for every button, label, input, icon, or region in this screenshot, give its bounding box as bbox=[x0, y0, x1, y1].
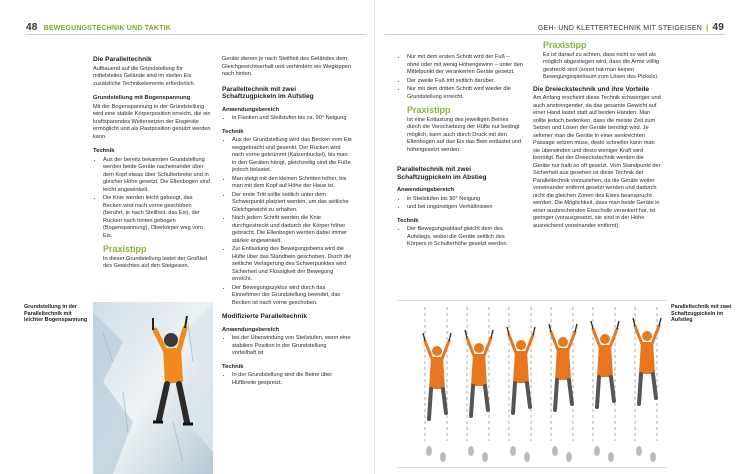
anwendung-list bbox=[397, 196, 523, 212]
list-item: • Der Bewegungszyklus wird durch das Einnehmen der Grundstellung beendet, das Becken ist nach vorne geschoben. bbox=[232, 285, 352, 308]
heading-abstieg: Paralleltechnik mit zwei Schaftzugpickeln im Abstieg bbox=[397, 166, 487, 181]
praxistipp-heading: Praxistipp bbox=[407, 105, 451, 115]
list-item: • bei der Überwindung von Steilstufen, wenn eine stabilere Position in der Grundstellung vorteilhaft ist bbox=[232, 335, 352, 358]
ice-climber-illustration bbox=[93, 302, 213, 474]
dreieckstechnik-paragraph: Am Anfang erscheint diese Technik schwieriger und auch anstrengender, da das gesamte Gewicht auf einer Hand lastet statt auf beiden Händen. Man sollte jedoch bedenken, dass die meiste Zeit zum Setzen und Lösen der Geräte benötigt wird. Je seltener man die Geräte in einer senkrechten Passage setzen muss, desto schneller kann man sie überwinden und desto weniger Kraft wird benötigt. Bei der Dreieckstechnik werden die Geräte nur halb so oft gesetzt. Vom Standpunkt der Sicherheit aus gesehen ist diese Technik der Paralleltechnik vorzuziehen, da die Geräte weiter voneinander entfernt gesetzt werden und dadurch nicht die gleichen Zonen des Eises beansprucht werden. Die Möglichkeit, dass man beide Geräte in einer ausbrechenden Eisscholle verankert hat, ist geringer (vorausgesetzt, sie sind in der Höhe ausreichend voneinander entfernt). bbox=[533, 95, 661, 229]
anwendung-list bbox=[222, 115, 352, 123]
heading-technik-aufstieg: Technik bbox=[222, 128, 244, 135]
praxistipp-text: In dieser Grundstellung lastet der Großteil des Gewichtes auf den Steigeisen. bbox=[103, 255, 207, 269]
list-item: • Man steigt mit den kleinen Schritten höher, bis man mit dem Kopf auf Höhe der Haue ist. bbox=[232, 176, 352, 191]
anwendung2-list bbox=[222, 335, 352, 358]
footprint-mark bbox=[440, 452, 446, 462]
heading-technik-2: Technik bbox=[222, 363, 244, 370]
heading-modifizierte: Modifizierte Paralleltechnik bbox=[222, 313, 308, 320]
page-number-left: 48 bbox=[26, 22, 38, 33]
footprint-mark bbox=[594, 446, 600, 456]
list-item: • in Steilstufen bis 90° Neigung bbox=[407, 196, 523, 204]
footprint-mark bbox=[468, 446, 474, 456]
praxistipp-heading-2: Praxistipp bbox=[543, 40, 587, 50]
header-rule-right bbox=[385, 34, 725, 35]
page-number-right: 49 bbox=[712, 22, 724, 33]
left-column-1 bbox=[93, 56, 211, 271]
footprint-mark bbox=[426, 446, 432, 456]
heading-technik: Technik bbox=[93, 148, 115, 154]
technik2-list bbox=[222, 372, 352, 387]
header-rule-left bbox=[26, 34, 366, 35]
climbing-sequence-svg bbox=[397, 301, 667, 467]
list-item: • Der erste Tritt sollte seitlich unter dem Schwerpunkt platziert werden, um das seitliche Gleichgewicht zu erhalten. bbox=[232, 192, 352, 215]
illustration-caption: Paralleltechnik mit zwei Schaftzugpickeln im Aufstieg bbox=[671, 304, 732, 323]
footprint-mark bbox=[650, 452, 656, 462]
right-column-1 bbox=[397, 54, 523, 253]
list-item: • Aus der bereits bekannten Grundstellung werden beide Geräte nacheinander über dem Kopf etwas über Schulterbreite und in gleicher Höhe gesetzt. Die Ellenbogen sind leicht angewinkelt. bbox=[103, 157, 211, 195]
right-page-header: GEH- UND KLETTERTECHNIK MIT STEIGEISEN | 49 bbox=[537, 22, 724, 33]
technik-list bbox=[93, 157, 211, 241]
footprint-mark bbox=[552, 446, 558, 456]
climbing-sequence-illustration bbox=[397, 300, 667, 468]
footprint-mark bbox=[510, 446, 516, 456]
list-item: • Aus der Grundstellung wird das Becken vom Eis weggebracht und gesenkt. Der Rücken wird nach vorne gekrümmt (Katzenbuckel), bis man in den Geräten hängt, gleichzeitig sind die Füße jedoch belastet. bbox=[232, 137, 352, 175]
list-item: • In der Grundstellung sind die Beine über Hüftbreite gespreizt. bbox=[232, 372, 352, 387]
intro-paragraph: Aufbauend auf die Grundstellung für mittelsteiles Gelände sind im steilen Eis zusätzliche Technikelemente erforderlich. bbox=[93, 65, 196, 87]
lead-paragraph: Geräte dienen je nach Steilheit des Geländes dem Gleichgewichtserhalt und verhindern ein Wegkippen nach hinten. bbox=[222, 56, 351, 77]
footprint-mark bbox=[524, 452, 530, 462]
heading-anwendungsbereich-2: Anwendungsbereich bbox=[222, 326, 280, 333]
heading-dreieckstechnik: Die Dreieckstechnik und ihre Vorteile bbox=[533, 85, 650, 93]
heading-paralleltechnik: Die Paralleltechnik bbox=[93, 56, 152, 63]
list-item: • Der Bewegungsablauf gleicht dem des Aufstiegs, wobei die Geräte seitlich des Körpers in Schulterhöhe gesetzt werden. bbox=[407, 226, 523, 249]
section-label-left: BEWEGUNGSTECHNIK UND TAKTIK bbox=[43, 25, 172, 32]
heading-anwendungsbereich: Anwendungsbereich bbox=[397, 187, 455, 193]
ice-climber-photo bbox=[93, 302, 213, 474]
heading-technik: Technik bbox=[397, 217, 419, 224]
technik-continued-list bbox=[397, 54, 523, 101]
footprint-mark bbox=[566, 452, 572, 462]
heading-anwendungsbereich: Anwendungsbereich bbox=[222, 106, 280, 113]
list-item: • Nur mit dem dritten Schritt wird wieder die Grundstellung erreicht. bbox=[407, 86, 523, 101]
footprint-mark bbox=[482, 452, 488, 462]
praxistipp-text-2: Es ist darauf zu achten, dass nicht so weit als möglich abgestiegen wird, dass die Arme völlig gestreckt sind (sonst hat man keinen Bewegungsspielraum zum Lösen des Pickels). bbox=[543, 51, 659, 80]
list-item: • Nach jedem Schritt werden die Knie durchgestreckt und dadurch der Körper höher gebracht. Die Ellenbogen werden dabei immer stärker angewinkelt. bbox=[232, 215, 352, 245]
left-column-2 bbox=[222, 56, 352, 391]
list-item: • Die Knie werden leicht gebeugt, das Becken wird nach vorne geschoben (berührt, je nach Steilheit, das Eis), der Rücken nach hinten gebogen (Bogenspannung), Oberkörper weg vom Eis. bbox=[103, 195, 211, 240]
right-column-2 bbox=[533, 42, 661, 237]
heading-aufstieg: Paralleltechnik mit zwei Schaftzugpickeln im Aufstieg bbox=[222, 85, 314, 100]
list-item: • und bei ungünstigen Verhältnissen bbox=[407, 204, 523, 212]
section-label-right: GEH- UND KLETTERTECHNIK MIT STEIGEISEN bbox=[537, 25, 702, 32]
left-page-header bbox=[26, 22, 171, 33]
heading-grundstellung: Grundstellung mit Bogenspannung bbox=[93, 95, 191, 101]
list-item: • Der zweite Fuß tritt seitlich darüber. bbox=[407, 78, 523, 86]
technik-aufstieg-list bbox=[222, 137, 352, 307]
grundstellung-paragraph: Mit der Bogenspannung in der Grundstellung wird eine stabile Körperposition erreicht, die ein kraftsparendes Weitersetzen der Eisgeräte ermöglicht und als Rastposition genutzt werden kann. bbox=[93, 103, 211, 140]
list-item: • Zur Entlastung des Bewegungsbeins wird die Hüfte über das Standbein geschoben. Durch die seitliche Verlagerung des Schwerpunktes wird Sicherheit und Flüssigkeit der Bewegung erreicht. bbox=[232, 246, 352, 284]
praxistipp-heading: Praxistipp bbox=[103, 244, 147, 254]
footprint-mark bbox=[608, 452, 614, 462]
praxistipp-text: Ist eine Entlastung des jeweiligen Beines durch die Verschiebung der Hüfte nur bedingt möglich, kann auch durch Druck mit den Ellenbogen auf das Eis das Bein entlastet und höhergesetzt werden. bbox=[407, 116, 522, 153]
photo-caption: Grundstellung in der Paralleltechnik mit leichter Bogenspannung bbox=[24, 304, 88, 323]
technik-abstieg-list bbox=[397, 226, 523, 249]
list-item: • Nur mit dem ersten Schritt wird der Fuß – ohne oder mit wenig Höhengewinn – unter den Mittelpunkt der verankerten Geräte gesetzt. bbox=[407, 54, 523, 77]
list-item: • in Flanken und Steilstufen bis ca. 90° Neigung bbox=[232, 115, 352, 123]
footprint-mark bbox=[636, 446, 642, 456]
right-page bbox=[375, 0, 750, 474]
